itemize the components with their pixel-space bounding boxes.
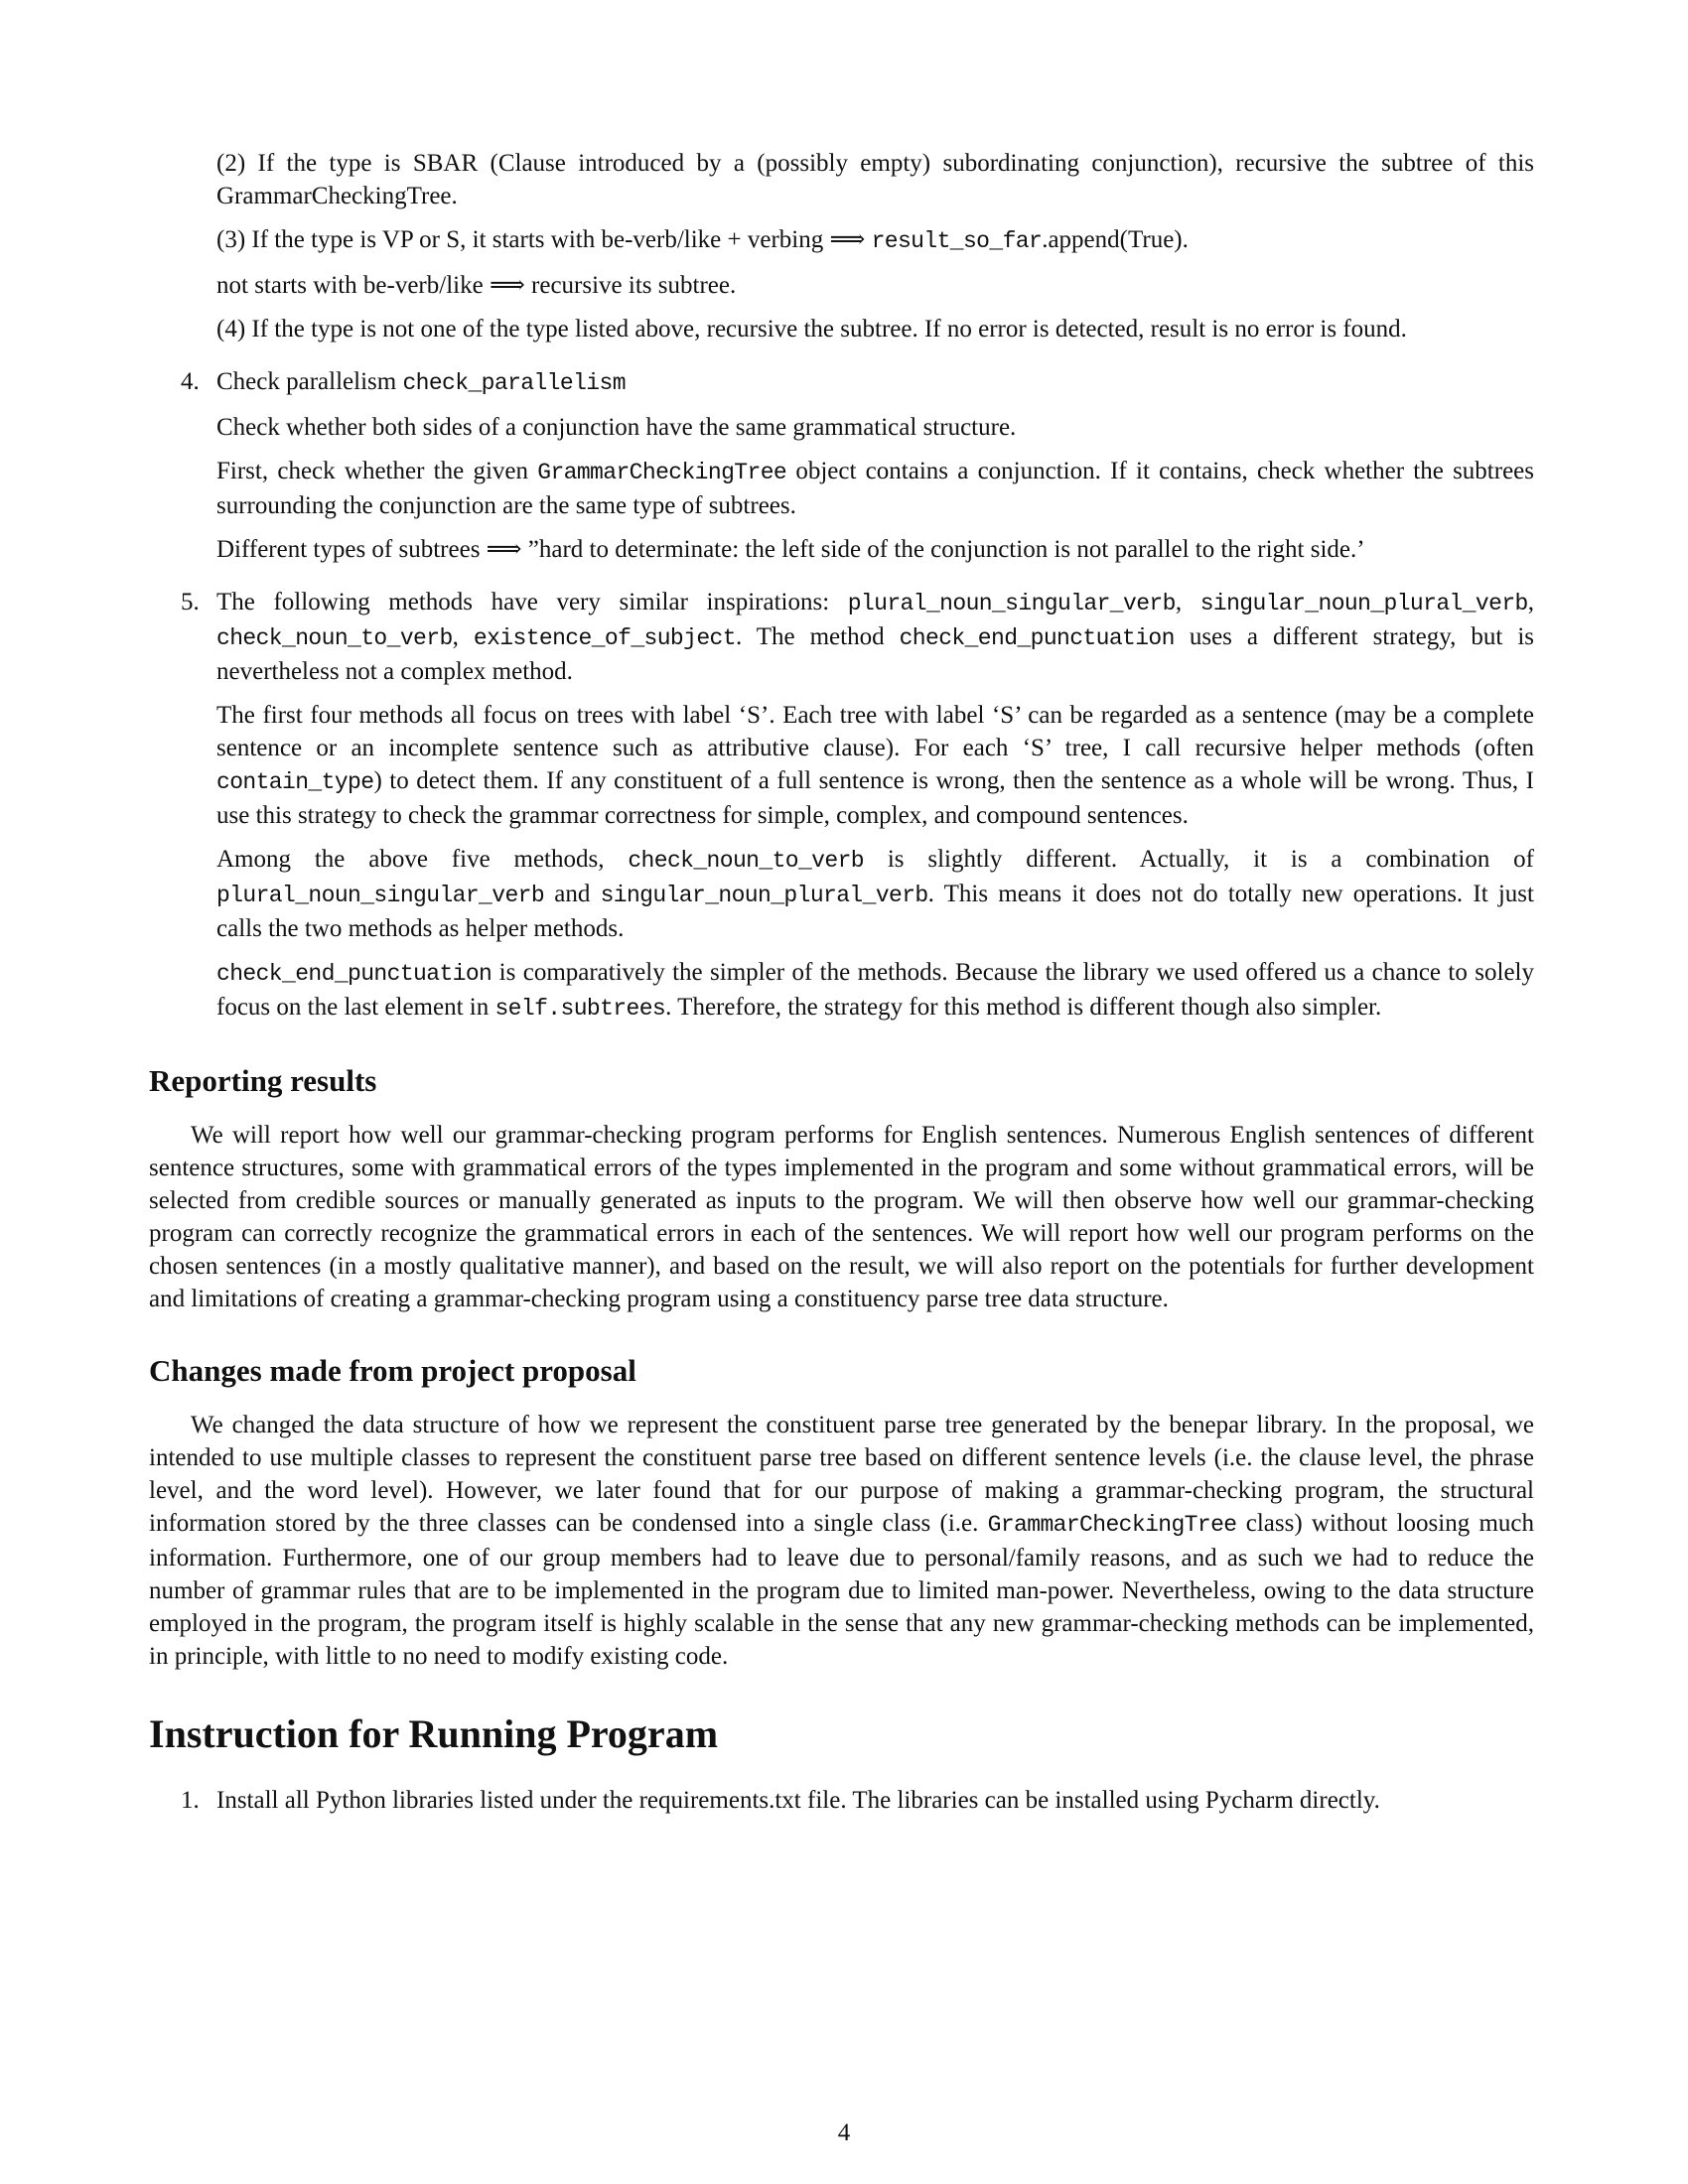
- item5-paragraph: Among the above five methods, check_noun_to_verb is slightly different. Actually, it is a combination of plural_noun_singular_verb and singular_noun_plural_verb. This means it does not do totally new operations. It just calls the two methods as helper methods.: [216, 846, 1534, 942]
- code-check-parallelism: check_parallelism: [402, 370, 626, 396]
- instruction-item: [181, 1784, 1534, 1817]
- code-result-so-far: result_so_far: [871, 228, 1043, 254]
- item4-paragraph: First, check whether the given GrammarCheckingTree object contains a conjunction. If it contains, check whether the subtrees surrounding the conjunction are the same type of subtrees.: [216, 458, 1534, 519]
- code-method: plural_noun_singular_verb: [847, 591, 1176, 616]
- list-number: 1.: [181, 1787, 200, 1814]
- item5-paragraph: The first four methods all focus on trees with label ‘S’. Each tree with label ‘S’ can be regarded as a sentence (may be a complete sentence or an incomplete sentence such as attributive clause). For each ‘S’ tree, I call recursive helper methods (often contain_type) to detect them. If any constituent of a full sentence is wrong, then the sentence as a whole will be wrong. Thus, I use this strategy to check the grammar correctness for simple, complex, and compound sentences.: [216, 702, 1534, 829]
- code-grammar-checking-tree: GrammarCheckingTree: [537, 460, 787, 485]
- subsection-heading-changes: Changes made from project proposal: [149, 1353, 636, 1388]
- other-type-rule: (4) If the type is not one of the type listed above, recursive the subtree. If no error is detected, result is no error is found.: [216, 316, 1407, 342]
- code-method: singular_noun_plural_verb: [600, 883, 928, 908]
- code-method: check_noun_to_verb: [628, 848, 864, 874]
- code-self-subtrees: self.subtrees: [494, 996, 666, 1022]
- item4-paragraph: Check whether both sides of a conjunction have the same grammatical structure.: [216, 414, 1017, 441]
- section-heading-instructions: Instruction for Running Program: [149, 1711, 719, 1756]
- code-method: contain_type: [216, 769, 374, 795]
- not-be-verb-rule: not starts with be-verb/like ⟹ recursive its subtree.: [216, 272, 737, 299]
- instruction-text: Install all Python libraries listed under the requirements.txt file. The libraries can be installed using Pycharm directly.: [216, 1787, 1380, 1814]
- code-grammar-checking-tree: GrammarCheckingTree: [987, 1512, 1237, 1538]
- list-number: 5.: [181, 589, 200, 615]
- code-method: existence_of_subject: [473, 625, 736, 651]
- sbar-rule: (2) If the type is SBAR (Clause introduced by a (possibly empty) subordinating conjunction), recursive the subtree of this GrammarCheckingTree.: [216, 150, 1534, 209]
- list-item-check-parallelism: [181, 365, 1534, 566]
- code-method: singular_noun_plural_verb: [1199, 591, 1528, 616]
- item4-paragraph: Different types of subtrees ⟹ ”hard to determinate: the left side of the conjunction is not parallel to the right side.’: [216, 536, 1365, 563]
- reporting-paragraph: We will report how well our grammar-checking program performs for English sentences. Numerous English sentences of different sentence structures, some with grammatical errors of the types implemented in the program and some without grammatical errors, will be selected from credible sources or manually generated as inputs to the program. We will then observe how well our grammar-checking program can correctly recognize the grammatical errors in each of the sentences. We will report how well our program performs on the chosen sentences (in a mostly qualitative manner), and based on the result, we will also report on the potentials for further development and limitations of creating a grammar-checking program using a constituency parse tree data structure.: [149, 1122, 1534, 1312]
- item4-title: Check parallelism check_parallelism: [216, 368, 626, 396]
- list-item-similar-methods: [181, 586, 1534, 1025]
- item5-paragraph: The following methods have very similar inspirations: plural_noun_singular_verb, singular_noun_plural_verb, check_noun_to_verb, existence_of_subject. The method check_end_punctuation uses a different strategy, but is nevertheless not a complex method.: [216, 589, 1534, 685]
- code-method: plural_noun_singular_verb: [216, 883, 545, 908]
- item3-continuation: [216, 147, 1534, 345]
- code-method: check_end_punctuation: [216, 961, 492, 987]
- subsection-heading-reporting-results: Reporting results: [149, 1063, 377, 1098]
- changes-paragraph: We changed the data structure of how we represent the constituent parse tree generated by the benepar library. In the proposal, we intended to use multiple classes to represent the constituent parse tree based on different sentence levels (i.e. the clause level, the phrase level, and the word level). However, we later found that for our purpose of making a grammar-checking program, the structural information stored by the three classes can be condensed into a single class (i.e. GrammarCheckingTree class) without loosing much information. Furthermore, one of our group members had to leave due to personal/family reasons, and as such we had to reduce the number of grammar rules that are to be implemented in the program due to limited man-power. Nevertheless, owing to the data structure employed in the program, the program itself is highly scalable in the sense that any new grammar-checking methods can be implemented, in principle, with little to no need to modify existing code.: [149, 1412, 1534, 1670]
- code-method: check_noun_to_verb: [216, 625, 453, 651]
- code-method: check_end_punctuation: [899, 625, 1175, 651]
- vp-s-rule: (3) If the type is VP or S, it starts with be-verb/like + verbing ⟹ result_so_far.append(True).: [216, 226, 1189, 254]
- item5-paragraph: check_end_punctuation is comparatively the simpler of the methods. Because the library we used offered us a chance to solely focus on the last element in self.subtrees. Therefore, the strategy for this method is different though also simpler.: [216, 959, 1534, 1022]
- page-number: 4: [837, 2119, 851, 2146]
- list-number: 4.: [181, 368, 200, 395]
- document-page: [149, 147, 1534, 1828]
